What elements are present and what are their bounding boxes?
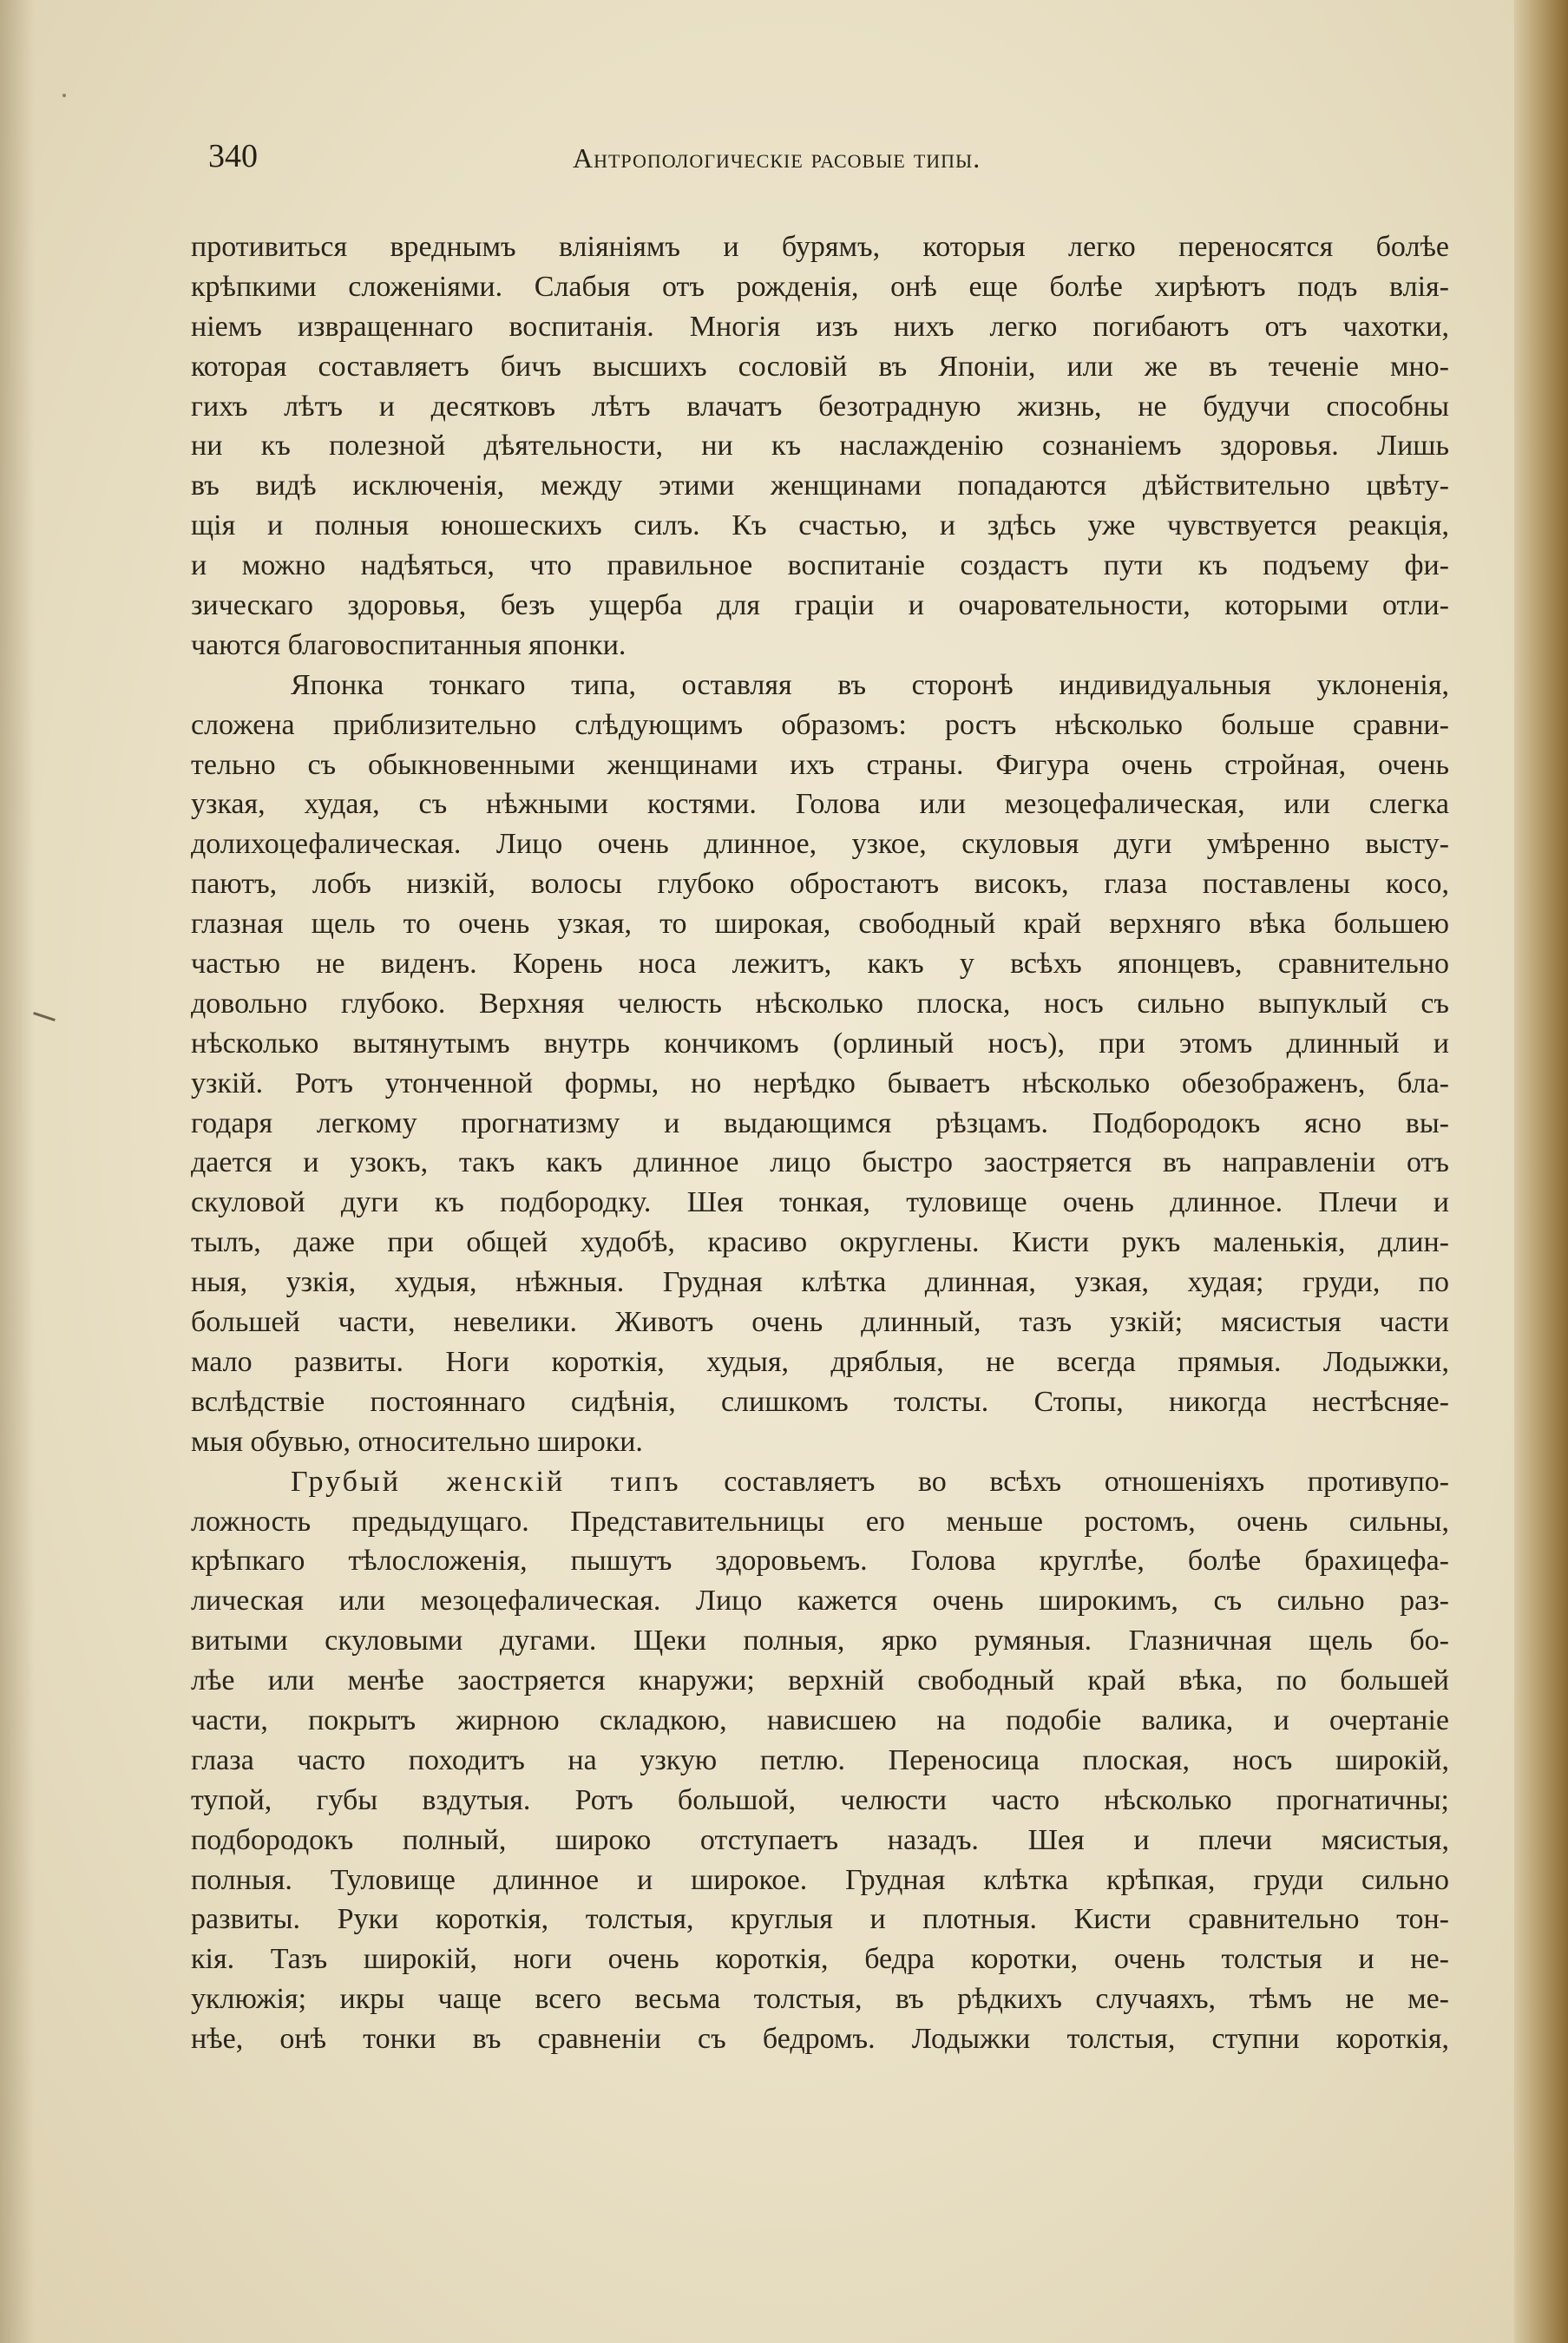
text-line: зическаго здоровья, безъ ущерба для граціи и очаровательности, которыми отли- xyxy=(191,589,1449,622)
page-edge xyxy=(1514,0,1568,2343)
text-line xyxy=(191,1462,1449,1502)
ink-speck xyxy=(62,94,66,97)
text-line: ніемъ извращеннаго воспитанія. Многія изъ нихъ легко погибаютъ отъ чахотки, xyxy=(191,310,1449,343)
text-line: скуловой дуги къ подбородку. Шея тонкая, туловище очень длинное. Плечи и xyxy=(191,1186,1449,1219)
running-title: Антропологическіе расовые типы. xyxy=(573,142,981,174)
margin-mark xyxy=(33,1012,56,1021)
text-line: ложность предыдущаго. Представительницы его меньше ростомъ, очень сильны, xyxy=(191,1505,1449,1538)
text-line: чаются благовоспитанныя японки. xyxy=(191,628,627,661)
spaced-lead-text: Грубый женскій типъ xyxy=(291,1465,681,1498)
text-line: уклюжія; икры чаще всего весьма толстыя, въ рѣдкихъ случаяхъ, тѣмъ не ме- xyxy=(191,1983,1449,2016)
text-line: и можно надѣяться, что правильное воспитаніе создастъ пути къ подъему фи- xyxy=(191,549,1449,582)
paragraph-1 xyxy=(191,227,1449,666)
text-line: паютъ, лобъ низкій, волосы глубоко обростаютъ високъ, глаза поставлены косо, xyxy=(191,868,1449,901)
text-line: частью не виденъ. Корень носа лежитъ, какъ у всѣхъ японцевъ, сравнительно xyxy=(191,948,1449,981)
text-line: вслѣдствіе постояннаго сидѣнія, слишкомъ толсты. Стопы, никогда нестѣсняе- xyxy=(191,1385,1449,1418)
text-line: глаза часто походитъ на узкую петлю. Переносица плоская, носъ широкій, xyxy=(191,1743,1449,1776)
text-line: развиты. Руки короткія, толстыя, круглыя и плотныя. Кисти сравнительно тон- xyxy=(191,1903,1449,1936)
text-line: витыми скуловыми дугами. Щеки полныя, ярко румяныя. Глазничная щель бо- xyxy=(191,1624,1449,1657)
body-text xyxy=(191,227,1449,2059)
page-header xyxy=(0,130,1568,182)
page-number: 340 xyxy=(208,138,258,174)
text-line: довольно глубоко. Верхняя челюсть нѣсколько плоска, носъ сильно выпуклый съ xyxy=(191,987,1449,1020)
text-line: части, покрытъ жирною складкою, нависшею на подобіе валика, и очертаніе xyxy=(191,1703,1449,1736)
text-line: щія и полныя юношескихъ силъ. Къ счастью, и здѣсь уже чувствуется реакція, xyxy=(191,509,1449,542)
text-line: сложена приблизительно слѣдующимъ образомъ: ростъ нѣсколько больше сравни- xyxy=(191,708,1449,741)
text-line: узкій. Ротъ утонченной формы, но нерѣдко бываетъ нѣсколько обезображенъ, бла- xyxy=(191,1066,1449,1099)
text-line: подбородокъ полный, широко отступаетъ назадъ. Шея и плечи мясистыя, xyxy=(191,1823,1449,1856)
text-line: тылъ, даже при общей худобѣ, красиво округлены. Кисти рукъ маленькія, длин- xyxy=(191,1226,1449,1259)
paragraph-2 xyxy=(191,666,1449,1462)
text-line: лѣе или менѣе заостряется кнаружи; верхній свободный край вѣка, по большей xyxy=(191,1664,1449,1697)
text-line: мыя обувью, относительно широки. xyxy=(191,1425,643,1458)
text-line: нѣсколько вытянутымъ внутрь кончикомъ (орлиный носъ), при этомъ длинный и xyxy=(191,1027,1449,1060)
text-line: годаря легкому прогнатизму и выдающимся рѣзцамъ. Подбородокъ ясно вы- xyxy=(191,1106,1449,1139)
text-line: ни къ полезной дѣятельности, ни къ наслажденію сознаніемъ здоровья. Лишь xyxy=(191,430,1449,463)
text-line: тупой, губы вздутыя. Ротъ большой, челюсти часто нѣсколько прогнатичны; xyxy=(191,1783,1449,1816)
text-line: глазная щель то очень узкая, то широкая, свободный край верхняго вѣка большею xyxy=(191,908,1449,941)
text-line: противиться вреднымъ вліяніямъ и бурямъ, которыя легко переносятся болѣе xyxy=(191,231,1449,263)
text-line: дается и узокъ, такъ какъ длинное лицо быстро заостряется въ направленіи отъ xyxy=(191,1146,1449,1179)
text-line: лическая или мезоцефалическая. Лицо кажется очень широкимъ, съ сильно раз- xyxy=(191,1585,1449,1618)
text-line: полныя. Туловище длинное и широкое. Грудная клѣтка крѣпкая, груди сильно xyxy=(191,1863,1449,1896)
paragraph-3 xyxy=(191,1462,1449,2059)
text-line: которая составляетъ бичъ высшихъ сословій въ Японіи, или же въ теченіе мно- xyxy=(191,350,1449,383)
gutter-shadow xyxy=(0,0,35,2343)
text-line: мало развиты. Ноги короткія, худыя, дряблыя, не всегда прямыя. Лодыжки, xyxy=(191,1345,1449,1378)
text-line: ныя, узкія, худыя, нѣжныя. Грудная клѣтка длинная, узкая, худая; груди, по xyxy=(191,1266,1449,1299)
text-line: большей части, невелики. Животъ очень длинный, тазъ узкій; мясистыя части xyxy=(191,1306,1449,1339)
text-line: нѣе, онѣ тонки въ сравненіи съ бедромъ. Лодыжки толстыя, ступни короткія, xyxy=(191,2023,1449,2056)
text-line: узкая, худая, съ нѣжными костями. Голова или мезоцефалическая, или слегка xyxy=(191,788,1449,821)
line-continuation: составляетъ во всѣхъ отношеніяхъ противупо- xyxy=(680,1465,1449,1498)
text-line: гихъ лѣтъ и десятковъ лѣтъ влачатъ безотрадную жизнь, не будучи способны xyxy=(191,390,1449,423)
text-line: тельно съ обыкновенными женщинами ихъ страны. Фигура очень стройная, очень xyxy=(191,748,1449,781)
text-line: долихоцефалическая. Лицо очень длинное, узкое, скуловыя дуги умѣренно высту- xyxy=(191,828,1449,861)
text-line: Японка тонкаго типа, оставляя въ сторонѣ индивидуальныя уклоненія, xyxy=(291,668,1449,701)
text-line: крѣпкаго тѣлосложенія, пышутъ здоровьемъ. Голова круглѣе, болѣе брахицефа- xyxy=(191,1545,1449,1578)
text-line: въ видѣ исключенія, между этими женщинами попадаются дѣйствительно цвѣту- xyxy=(191,469,1449,502)
text-line: кія. Тазъ широкій, ноги очень короткія, бедра коротки, очень толстыя и не- xyxy=(191,1943,1449,1976)
text-line: крѣпкими сложеніями. Слабыя отъ рожденія, онѣ еще болѣе хирѣютъ подъ влія- xyxy=(191,270,1449,303)
